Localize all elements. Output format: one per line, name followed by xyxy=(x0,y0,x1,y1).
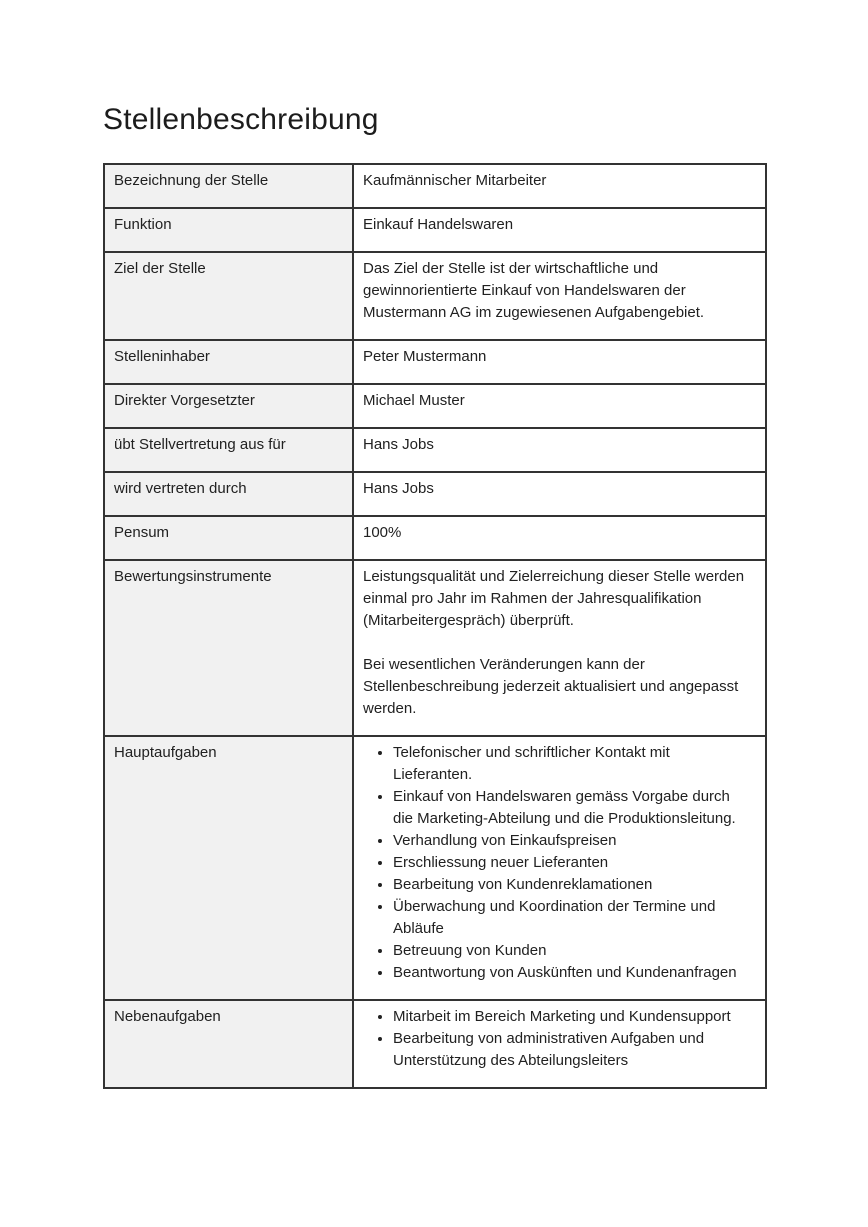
page-title: Stellenbeschreibung xyxy=(103,103,379,136)
bullet-item: • Überwachung und Koordination der Termine und Abläufe xyxy=(393,896,756,940)
bullet-list xyxy=(363,742,756,984)
row-label: wird vertreten durch xyxy=(104,472,353,516)
row-value: Einkauf Handelswaren xyxy=(353,208,766,252)
bullet-item: • Verhandlung von Einkaufspreisen xyxy=(393,830,756,852)
table-row-stelleninhaber xyxy=(104,340,766,384)
bullet-item: • Telefonischer und schriftlicher Kontakt mit Lieferanten. xyxy=(393,742,756,786)
table-row-ziel-der-stelle xyxy=(104,252,766,340)
row-value xyxy=(353,736,766,1000)
bullet-item: • Mitarbeit im Bereich Marketing und Kundensupport xyxy=(393,1006,756,1028)
bullet-item: • Erschliessung neuer Lieferanten xyxy=(393,852,756,874)
bullet-list xyxy=(363,1006,756,1072)
row-label: Hauptaufgaben xyxy=(104,736,353,1000)
row-value: Hans Jobs xyxy=(353,472,766,516)
bullet-item: • Beantwortung von Auskünften und Kundenanfragen xyxy=(393,962,756,984)
row-value: Kaufmännischer Mitarbeiter xyxy=(353,164,766,208)
row-value: 100% xyxy=(353,516,766,560)
row-label: Bezeichnung der Stelle xyxy=(104,164,353,208)
table-row-funktion xyxy=(104,208,766,252)
job-description-table xyxy=(103,163,767,1089)
row-label: übt Stellvertretung aus für xyxy=(104,428,353,472)
paragraph: Leistungsqualität und Zielerreichung dieser Stelle werden einmal pro Jahr im Rahmen der Jahresqualifikation (Mitarbeitergespräch) überprüft. xyxy=(363,568,745,629)
row-label: Bewertungsinstrumente xyxy=(104,560,353,736)
table-row-direkter-vorgesetzter xyxy=(104,384,766,428)
row-value xyxy=(353,560,766,736)
row-label: Nebenaufgaben xyxy=(104,1000,353,1088)
row-label: Pensum xyxy=(104,516,353,560)
paragraph: Bei wesentlichen Veränderungen kann der Stellenbeschreibung jederzeit aktualisiert und angepasst werden. xyxy=(363,656,739,717)
row-label: Direkter Vorgesetzter xyxy=(104,384,353,428)
row-value: Michael Muster xyxy=(353,384,766,428)
row-label: Stelleninhaber xyxy=(104,340,353,384)
table-row-stellvertretung xyxy=(104,428,766,472)
bullet-item: • Bearbeitung von administrativen Aufgaben und Unterstützung des Abteilungsleiters xyxy=(393,1028,756,1072)
table-row-nebenaufgaben xyxy=(104,1000,766,1088)
row-value: Peter Mustermann xyxy=(353,340,766,384)
table-row-bezeichnung xyxy=(104,164,766,208)
bullet-item: • Betreuung von Kunden xyxy=(393,940,756,962)
table-row-vertreten-durch xyxy=(104,472,766,516)
table-row-pensum xyxy=(104,516,766,560)
row-value: Hans Jobs xyxy=(353,428,766,472)
row-label: Funktion xyxy=(104,208,353,252)
row-label: Ziel der Stelle xyxy=(104,252,353,340)
table-row-bewertungsinstrumente xyxy=(104,560,766,736)
bullet-item: • Bearbeitung von Kundenreklamationen xyxy=(393,874,756,896)
table-row-hauptaufgaben xyxy=(104,736,766,1000)
bullet-item: • Einkauf von Handelswaren gemäss Vorgabe durch die Marketing-Abteilung und die Produktionsleitung. xyxy=(393,786,756,830)
row-value xyxy=(353,1000,766,1088)
row-value: Das Ziel der Stelle ist der wirtschaftliche und gewinnorientierte Einkauf von Handelswaren der Mustermann AG im zugewiesenen Aufgabengebiet. xyxy=(353,252,766,340)
